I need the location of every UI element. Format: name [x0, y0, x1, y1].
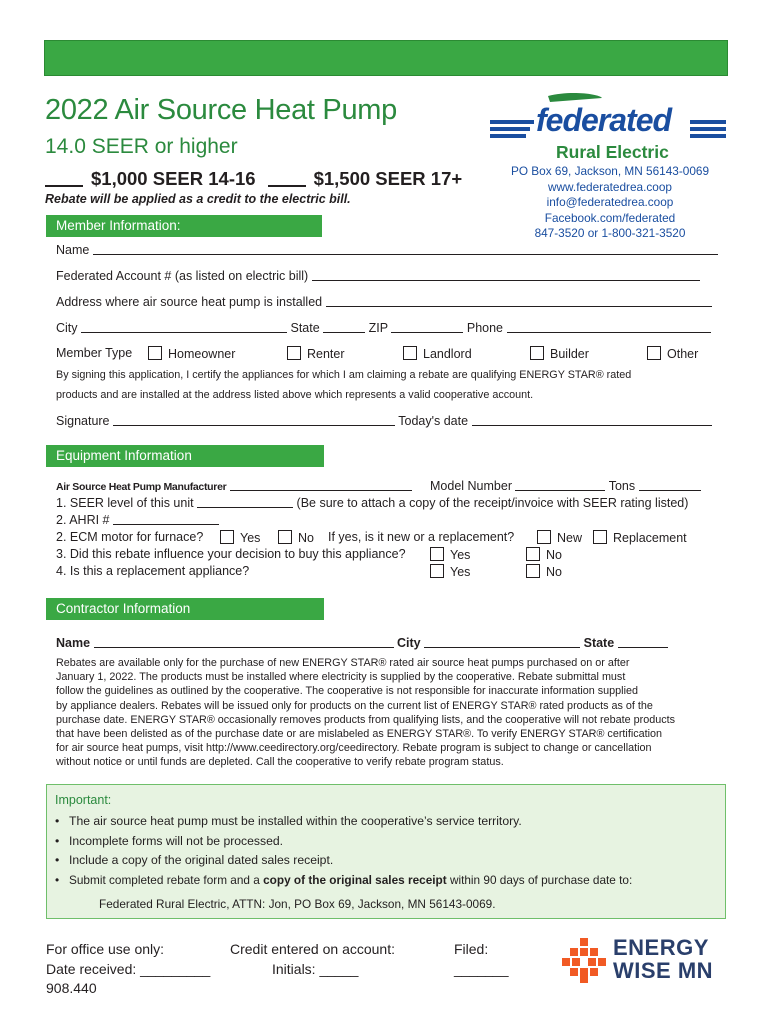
ecm-no[interactable] [278, 530, 314, 545]
terms-line: for air source heat pumps, visit http://www.ceedirectory.org/ceedirectory. Rebate program is subject to change or cancellation [56, 742, 652, 755]
ecm-replacement[interactable] [593, 530, 687, 545]
city-row [56, 321, 711, 335]
address-row [56, 295, 712, 309]
form-code: 908.440 [46, 980, 97, 996]
seer-label: 1. SEER level of this unit [56, 496, 194, 510]
terms-line: that have been delisted as of the purchase date or are mislabeled as ENERGY STAR®. To verify ENERGY STAR® certification [56, 728, 663, 741]
important-item: • Incomplete forms will not be processed. [55, 832, 632, 852]
member-type-other[interactable] [647, 346, 698, 361]
contact-address: PO Box 69, Jackson, MN 56143-0069 [510, 164, 710, 178]
member-type-builder[interactable] [530, 346, 589, 361]
influence-no[interactable] [526, 547, 562, 562]
state-field[interactable] [323, 321, 365, 333]
address-field[interactable] [326, 295, 712, 307]
replacement-no-label: No [546, 565, 562, 579]
homeowner-label: Homeowner [168, 347, 236, 361]
federated-logo [490, 92, 726, 162]
important-item: • Include a copy of the original dated sales receipt. [55, 851, 632, 871]
filed-label: Filed: [454, 941, 489, 957]
influence-yes-checkbox[interactable] [430, 547, 444, 561]
filed-blank: _______ [454, 960, 509, 977]
submit-address: Federated Rural Electric, ATTN: Jon, PO Box 69, Jackson, MN 56143-0069. [99, 897, 496, 911]
important-list [55, 812, 632, 890]
city-label: City [56, 321, 78, 335]
date-label: Today's date [398, 414, 469, 428]
ecm-replacement-checkbox[interactable] [593, 530, 607, 544]
influence-yes[interactable] [430, 547, 470, 562]
ecm-new-checkbox[interactable] [537, 530, 551, 544]
important-heading: Important: [55, 793, 112, 807]
influence-label: 3. Did this rebate influence your decision to buy this appliance? [56, 547, 406, 561]
member-type-homeowner[interactable] [148, 346, 235, 361]
manufacturer-label: Air Source Heat Pump Manufacturer [56, 481, 227, 493]
ecm-no-label: No [298, 531, 314, 545]
ecm-followup: If yes, is it new or a replacement? [328, 530, 515, 544]
contact-facebook[interactable]: Facebook.com/federated [544, 210, 676, 225]
filed-block [454, 940, 509, 979]
ecm-new[interactable] [537, 530, 582, 545]
seer-field[interactable] [197, 496, 293, 508]
manufacturer-field[interactable] [230, 479, 412, 491]
phone-label: Phone [466, 321, 504, 335]
replacement-no[interactable] [526, 564, 562, 579]
important-box [46, 784, 726, 919]
replacement-label: 4. Is this a replacement appliance? [56, 564, 250, 578]
page-subtitle: 14.0 SEER or higher [45, 135, 238, 158]
certification-line-2: products and are installed at the address listed above which represents a valid cooperative account. [56, 389, 534, 401]
contractor-row [56, 636, 668, 650]
influence-no-label: No [546, 548, 562, 562]
other-label: Other [667, 347, 699, 361]
influence-yes-label: Yes [450, 548, 471, 562]
ecm-replacement-label: Replacement [613, 531, 687, 545]
member-name-row [56, 243, 718, 257]
energy-wise-mark-icon [560, 936, 608, 984]
ecm-yes[interactable] [220, 530, 260, 545]
energy-wise-line2: WISE MN [613, 958, 714, 983]
landlord-label: Landlord [423, 347, 472, 361]
header-bar [44, 40, 728, 76]
member-type-label: Member Type [56, 346, 133, 360]
credit-note: Rebate will be applied as a credit to the electric bill. [45, 192, 351, 206]
city-field[interactable] [81, 321, 287, 333]
account-label: Federated Account # (as listed on electric bill) [56, 269, 309, 283]
signature-field[interactable] [113, 414, 395, 426]
state-label: State [290, 321, 320, 335]
replacement-yes[interactable] [430, 564, 470, 579]
contact-email[interactable]: info@federatedrea.coop [546, 195, 674, 209]
model-row [430, 479, 701, 493]
contractor-state-label: State [583, 636, 615, 650]
model-field[interactable] [515, 479, 605, 491]
ecm-new-label: New [557, 531, 583, 545]
terms-line: January 1, 2022. The products must be installed where electricity is supplied by the cooperative. Rebate submittal must [56, 671, 626, 684]
office-use-block [46, 940, 210, 999]
credit-block [230, 940, 395, 979]
terms-paragraph [56, 656, 706, 770]
ahri-label: 2. AHRI # [56, 513, 110, 527]
landlord-checkbox[interactable] [403, 346, 417, 360]
date-field[interactable] [472, 414, 712, 426]
important-item: • The air source heat pump must be installed within the cooperative’s service territory. [55, 812, 632, 832]
ahri-row [56, 513, 219, 527]
zip-field[interactable] [391, 321, 463, 333]
terms-line: without notice or until funds are depleted. Call the cooperative to verify rebate program status. [56, 756, 504, 769]
other-checkbox[interactable] [647, 346, 661, 360]
ecm-no-checkbox[interactable] [278, 530, 292, 544]
renter-label: Renter [307, 347, 345, 361]
contact-info [492, 164, 728, 242]
name-field[interactable] [93, 243, 718, 255]
member-type-landlord[interactable] [403, 346, 472, 361]
equipment-section-header: Equipment Information [46, 445, 324, 467]
member-type-renter[interactable] [287, 346, 345, 361]
seer-note: (Be sure to attach a copy of the receipt/invoice with SEER rating listed) [296, 496, 689, 510]
ecm-label: 2. ECM motor for furnace? [56, 530, 204, 544]
name-label: Name [56, 243, 90, 257]
builder-label: Builder [550, 347, 589, 361]
account-field[interactable] [312, 269, 700, 281]
replacement-yes-label: Yes [450, 565, 471, 579]
contractor-name-label: Name [56, 636, 91, 650]
ahri-field[interactable] [113, 513, 219, 525]
influence-no-checkbox[interactable] [526, 547, 540, 561]
seer-row [56, 496, 688, 510]
contact-phone: 847-3520 or 1-800-321-3520 [534, 226, 686, 240]
terms-line: follow the guidelines as outlined by the cooperative. The cooperative is not responsible for inaccurate information supplied [56, 685, 638, 698]
replacement-yes-checkbox[interactable] [430, 564, 444, 578]
contractor-city-label: City [397, 636, 421, 650]
terms-line: purchase date. ENERGY STAR® occasionally removes products from qualifying lists, and the cooperative will not rebate products [56, 713, 676, 726]
replacement-no-checkbox[interactable] [526, 564, 540, 578]
model-label: Model Number [430, 479, 512, 493]
signature-label: Signature [56, 414, 110, 428]
contractor-section-header: Contractor Information [46, 598, 324, 620]
rebate-option-1-blank[interactable] [45, 185, 83, 187]
manufacturer-row [56, 479, 412, 493]
date-received: Date received: _________ [46, 960, 211, 977]
phone-field[interactable] [507, 321, 711, 333]
rebate-option-1-label: $1,000 SEER 14-16 [91, 168, 256, 189]
energy-wise-text [613, 936, 713, 982]
account-row [56, 269, 700, 283]
terms-line: Rebates are available only for the purchase of new ENERGY STAR® rated air source heat pumps purchased on or after [56, 657, 630, 669]
zip-label: ZIP [368, 321, 388, 335]
contact-website[interactable]: www.federatedrea.coop [548, 179, 672, 194]
tons-field[interactable] [639, 479, 701, 491]
contractor-city-field[interactable] [424, 636, 580, 648]
certification-line-1: By signing this application, I certify the appliances for which I am claiming a rebate are qualifying ENERGY STAR® rated [56, 369, 632, 381]
submit-instruction [55, 871, 632, 890]
builder-checkbox[interactable] [530, 346, 544, 360]
rebate-options [45, 168, 462, 190]
ecm-yes-checkbox[interactable] [220, 530, 234, 544]
initials-label: Initials: _____ [272, 960, 359, 977]
terms-line: by appliance dealers. Rebates will be issued only for products on the current list of ENERGY STAR® rated products as of the [56, 699, 653, 712]
office-use-label: For office use only: [46, 941, 165, 957]
energy-wise-logo [560, 936, 730, 984]
member-section-header: Member Information: [46, 215, 322, 237]
rebate-option-2-label: $1,500 SEER 17+ [313, 168, 463, 189]
tons-label: Tons [608, 479, 636, 493]
submit-text-bold: copy of the original sales receipt [263, 872, 447, 887]
rural-electric-text: Rural Electric [556, 142, 669, 162]
federated-logo-text: federated [536, 102, 672, 138]
submit-text-post: within 90 days of purchase date to: [446, 872, 633, 887]
homeowner-checkbox[interactable] [148, 346, 162, 360]
credit-entered-label: Credit entered on account: [230, 941, 395, 957]
ecm-yes-label: Yes [240, 531, 261, 545]
contractor-state-field[interactable] [618, 636, 668, 648]
contractor-name-field[interactable] [94, 636, 394, 648]
renter-checkbox[interactable] [287, 346, 301, 360]
submit-text-pre: Submit completed rebate form and a [69, 872, 264, 887]
signature-row [56, 414, 712, 428]
page-title: 2022 Air Source Heat Pump [45, 94, 397, 126]
energy-wise-line1: ENERGY [613, 935, 709, 960]
rebate-option-2-blank[interactable] [268, 185, 306, 187]
address-label: Address where air source heat pump is installed [56, 295, 323, 309]
